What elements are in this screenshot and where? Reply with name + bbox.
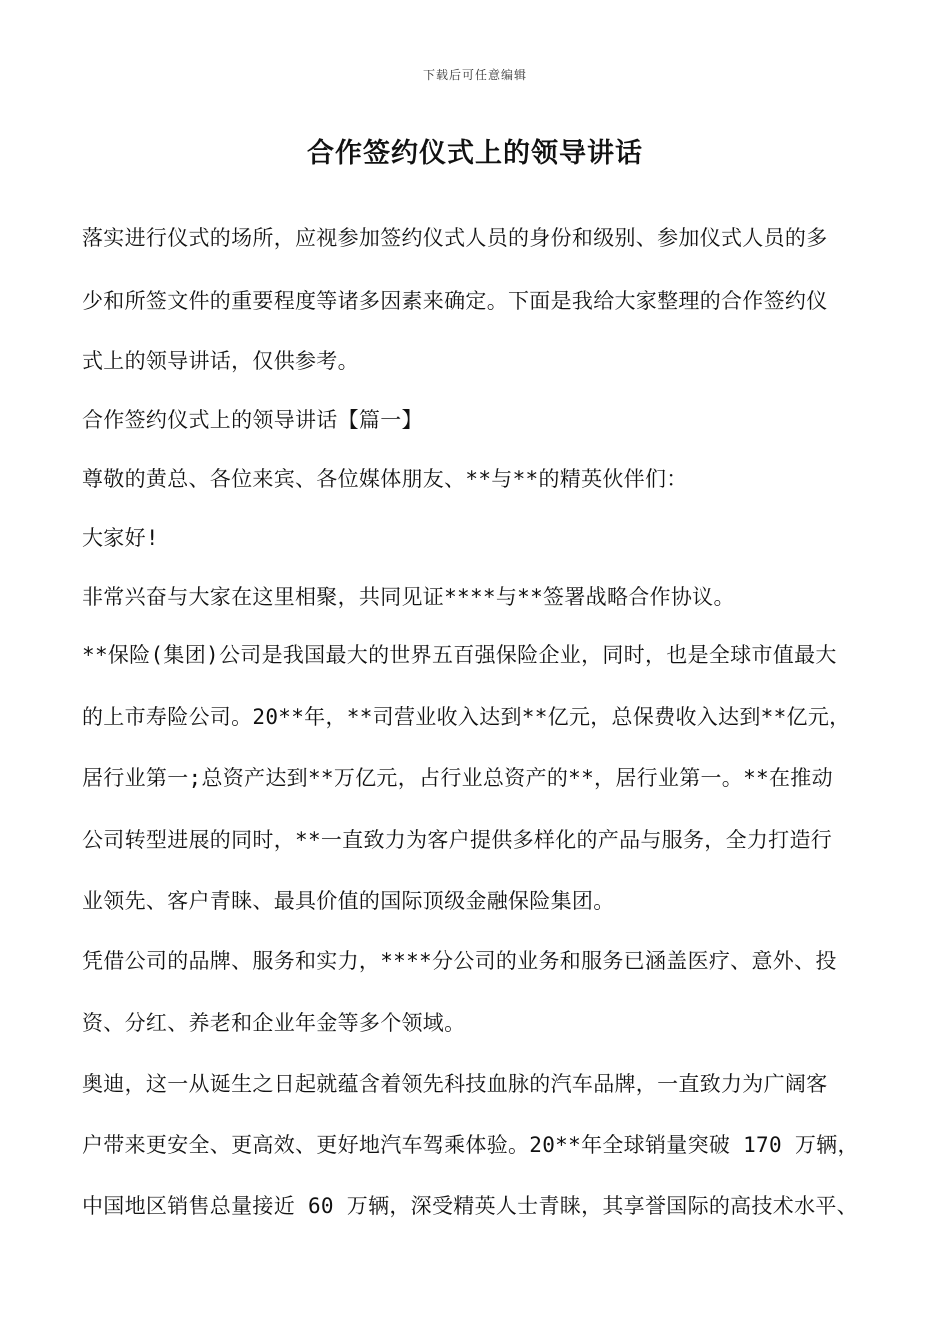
header-note: 下载后可任意编辑 [422, 68, 527, 82]
body-line: 居行业第一;总资产达到**万亿元，占行业总资产的**，居行业第一。**在推动 [82, 766, 833, 790]
body-line: 中国地区销售总量接近 60 万辆，深受精英人士青睐，其享誉国际的高技术水平、 [82, 1194, 858, 1218]
body-line: 大家好! [82, 526, 159, 550]
section-heading: 合作签约仪式上的领导讲话【篇一】 [82, 408, 423, 432]
body-line: 资、分红、养老和企业年金等多个领域。 [82, 1011, 466, 1035]
body-line: 户带来更安全、更高效、更好地汽车驾乘体验。20**年全球销量突破 170 万辆， [82, 1133, 859, 1157]
body-line: 的上市寿险公司。20**年，**司营业收入达到**亿元，总保费收入达到**亿元， [82, 705, 851, 729]
body-line: 业领先、客户青睐、最具价值的国际顶级金融保险集团。 [82, 889, 615, 913]
body-line: 少和所签文件的重要程度等诸多因素来确定。下面是我给大家整理的合作签约仪 [82, 289, 828, 313]
body-line: **保险(集团)公司是我国最大的世界五百强保险企业，同时，也是全球市值最大 [82, 643, 837, 667]
page-title: 合作签约仪式上的领导讲话 [307, 138, 643, 169]
body-line: 式上的领导讲话，仅供参考。 [82, 349, 359, 373]
body-line: 凭借公司的品牌、服务和实力，****分公司的业务和服务已涵盖医疗、意外、投 [82, 949, 837, 973]
body-line: 尊敬的黄总、各位来宾、各位媒体朋友、**与**的精英伙伴们： [82, 467, 688, 491]
body-line: 奥迪，这一从诞生之日起就蕴含着领先科技血脉的汽车品牌，一直致力为广阔客 [82, 1072, 828, 1096]
body-line: 非常兴奋与大家在这里相聚，共同见证****与**签署战略合作协议。 [82, 585, 735, 609]
body-line: 落实进行仪式的场所，应视参加签约仪式人员的身份和级别、参加仪式人员的多 [82, 226, 828, 250]
body-line: 公司转型进展的同时，**一直致力为客户提供多样化的产品与服务，全力打造行 [82, 828, 833, 852]
